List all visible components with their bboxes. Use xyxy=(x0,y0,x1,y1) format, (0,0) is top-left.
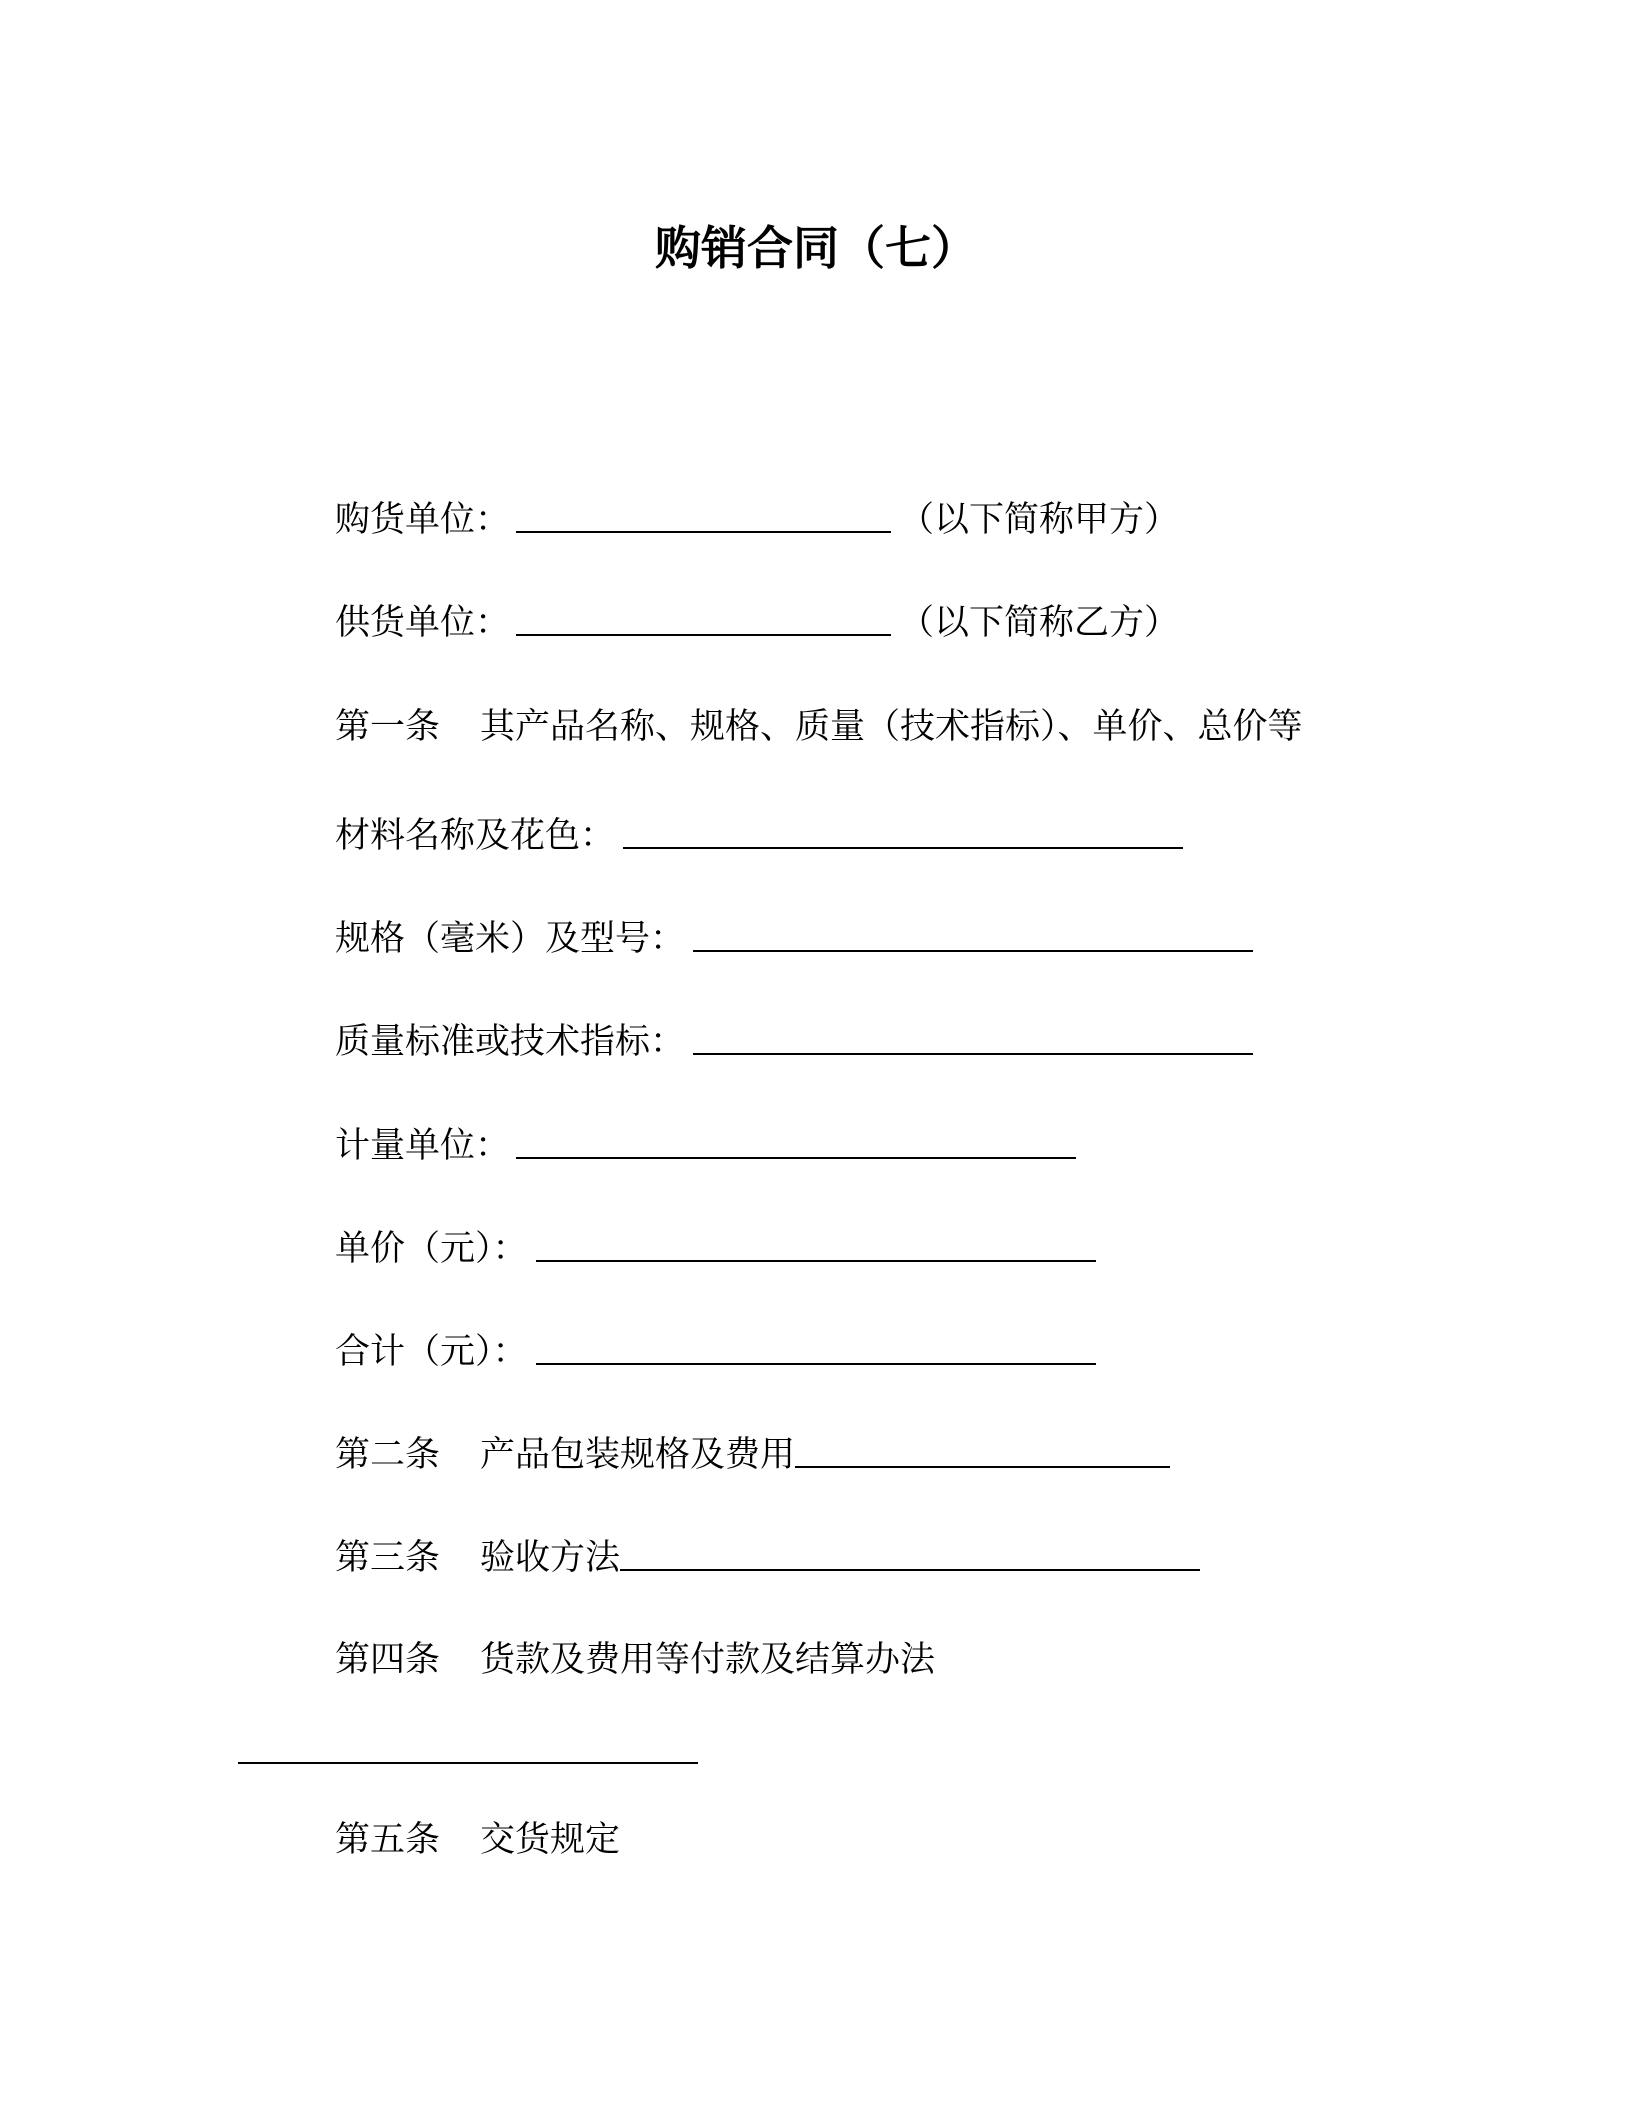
article-2-text: 产品包装规格及费用 xyxy=(480,1435,796,1475)
buyer-line xyxy=(335,496,1179,544)
total-blank[interactable] xyxy=(536,1333,1096,1365)
buyer-suffix: （以下简称甲方） xyxy=(899,500,1180,540)
buyer-label: 购货单位： xyxy=(335,500,511,540)
unit-blank[interactable] xyxy=(516,1127,1076,1159)
material-name-label: 材料名称及花色： xyxy=(335,816,616,856)
unit-price-label: 单价（元）： xyxy=(335,1229,528,1269)
specification-label: 规格（毫米）及型号： xyxy=(335,919,686,959)
unit-line xyxy=(335,1122,1076,1170)
supplier-label: 供货单位： xyxy=(335,603,511,643)
supplier-blank[interactable] xyxy=(516,604,891,636)
supplier-line xyxy=(335,599,1179,647)
article-3-number: 第三条 xyxy=(335,1538,441,1578)
article-4-blank-line xyxy=(238,1727,698,1775)
unit-price-line xyxy=(335,1225,1096,1273)
total-line xyxy=(335,1328,1096,1376)
article-4-text: 货款及费用等付款及结算办法 xyxy=(480,1640,936,1680)
article-2-number: 第二条 xyxy=(335,1435,441,1475)
article-3-line xyxy=(335,1534,1200,1582)
unit-label: 计量单位： xyxy=(335,1126,511,1166)
document-title: 购销合同（七） xyxy=(655,221,977,275)
article-4-number: 第四条 xyxy=(335,1640,441,1680)
total-label: 合计（元）： xyxy=(335,1332,528,1372)
article-4-blank[interactable] xyxy=(238,1732,698,1764)
article-1-text: 其产品名称、规格、质量（技术指标）、单价、总价等 xyxy=(480,707,1303,747)
quality-standard-label: 质量标准或技术指标： xyxy=(335,1022,686,1062)
material-name-blank[interactable] xyxy=(623,817,1183,849)
unit-price-blank[interactable] xyxy=(536,1230,1096,1262)
article-1-number: 第一条 xyxy=(335,707,441,747)
specification-line xyxy=(335,915,1253,963)
quality-standard-blank[interactable] xyxy=(693,1023,1253,1055)
article-3-text: 验收方法 xyxy=(480,1538,621,1578)
buyer-blank[interactable] xyxy=(516,501,891,533)
article-2-blank[interactable] xyxy=(795,1436,1170,1468)
article-3-blank[interactable] xyxy=(620,1539,1200,1571)
supplier-suffix: （以下简称乙方） xyxy=(899,603,1180,643)
article-1-line xyxy=(335,703,1303,751)
article-2-line xyxy=(335,1431,1170,1479)
quality-standard-line xyxy=(335,1018,1253,1066)
article-4-line xyxy=(335,1636,935,1684)
article-5-number: 第五条 xyxy=(335,1820,441,1860)
material-name-line xyxy=(335,812,1183,860)
article-5-line xyxy=(335,1816,620,1864)
article-5-text: 交货规定 xyxy=(480,1820,621,1860)
specification-blank[interactable] xyxy=(693,920,1253,952)
